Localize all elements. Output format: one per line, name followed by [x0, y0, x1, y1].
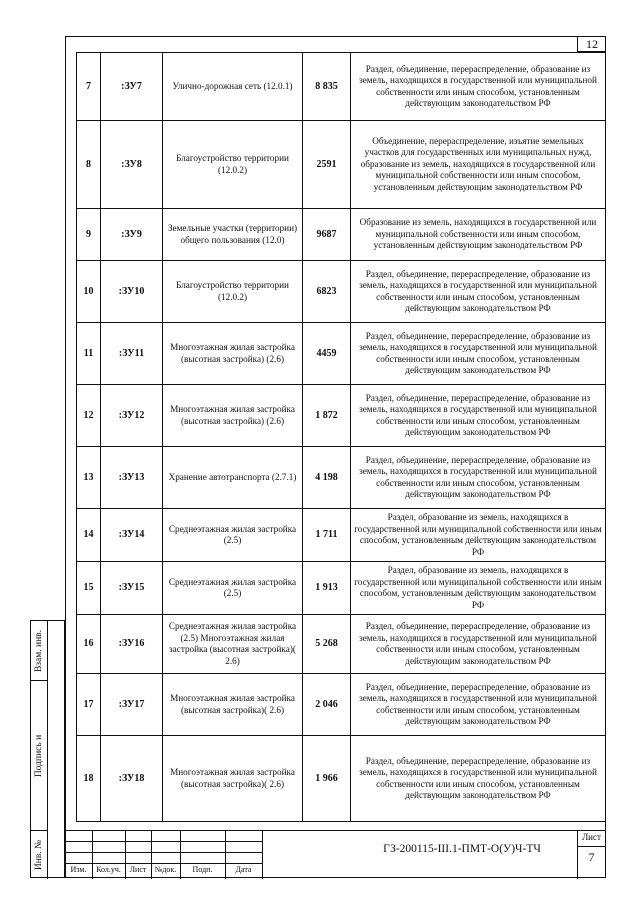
plot-code: :ЗУ7: [101, 53, 163, 121]
plot-area: 8 835: [303, 53, 351, 121]
table-row: [77, 323, 606, 385]
formation-method: Раздел, объединение, перераспределение, образование из земель, находящихся в государственной или муниципальной собственности или иным способом, установленным действующим законодательством РФ: [351, 447, 606, 509]
inventory-number-label: Инв. №: [34, 839, 45, 871]
table-row: [77, 736, 606, 822]
plot-code: :ЗУ12: [101, 385, 163, 447]
plot-code: :ЗУ13: [101, 447, 163, 509]
row-number: 10: [77, 261, 101, 323]
plot-code: :ЗУ10: [101, 261, 163, 323]
plot-area: 5 268: [303, 615, 351, 674]
replace-inv-label: Взам. инв.: [34, 629, 45, 673]
table-row: [77, 615, 606, 674]
col-ndok: №док.: [154, 865, 177, 874]
plot-code: :ЗУ17: [101, 674, 163, 736]
col-list: Лист: [129, 865, 147, 874]
plot-area: 1 966: [303, 736, 351, 822]
permitted-use: Многоэтажная жилая застройка (высотная застройка)( 2.6): [163, 674, 303, 736]
table-row: [77, 447, 606, 509]
row-number: 12: [77, 385, 101, 447]
sheet-number: 7: [588, 850, 595, 864]
permitted-use: Многоэтажная жилая застройка (высотная застройка)( 2.6): [163, 736, 303, 822]
table-row: [77, 53, 606, 121]
plot-area: 1 711: [303, 509, 351, 562]
plot-code: :ЗУ16: [101, 615, 163, 674]
formation-method: Объединение, перераспределение, изъятие земельных участков для государственных или муниципальных нужд, образование из земель, находящихся в государственной или муниципальной собственности или иным способом, установленным действующим законодательством РФ: [351, 121, 606, 209]
plot-area: 6823: [303, 261, 351, 323]
row-number: 11: [77, 323, 101, 385]
row-number: 14: [77, 509, 101, 562]
table-row: [77, 674, 606, 736]
table-row: [77, 509, 606, 562]
binding-strip: [30, 620, 65, 878]
plot-code: :ЗУ15: [101, 562, 163, 615]
document-code: ГЗ-200115-III.1-ПМТ-О(У)Ч-ТЧ: [383, 843, 541, 855]
col-izm: Изм.: [70, 865, 87, 874]
formation-method: Раздел, образование из земель, находящихся в государственной или муниципальной собственности или иным способом, установленным действующим законодательством РФ: [351, 562, 606, 615]
formation-method: Раздел, образование из земель, находящихся в государственной или муниципальной собственности или иным способом, установленным действующим законодательством РФ: [351, 509, 606, 562]
table-row: [77, 385, 606, 447]
row-number: 13: [77, 447, 101, 509]
formation-method: Раздел, объединение, перераспределение, образование из земель, находящихся в государственной или муниципальной собственности или иным способом, установленным действующим законодательством РФ: [351, 615, 606, 674]
formation-method: Раздел, объединение, перераспределение, образование из земель, находящихся в государственной или муниципальной собственности или иным способом, установленным действующим законодательством РФ: [351, 385, 606, 447]
formation-method: Раздел, объединение, перераспределение, образование из земель, находящихся в государственной или муниципальной собственности или иным способом, установленным действующим законодательством РФ: [351, 53, 606, 121]
plot-area: 9687: [303, 209, 351, 261]
plot-code: :ЗУ14: [101, 509, 163, 562]
permitted-use: Многоэтажная жилая застройка (высотная застройка) (2.6): [163, 385, 303, 447]
col-kol-uch: Кол.уч.: [96, 865, 121, 874]
signature-date-label: Подпись и: [34, 734, 45, 778]
plot-area: 2591: [303, 121, 351, 209]
plot-area: 2 046: [303, 674, 351, 736]
plot-area: 1 872: [303, 385, 351, 447]
permitted-use: Земельные участки (территории) общего пользования (12.0): [163, 209, 303, 261]
title-block: [65, 830, 606, 878]
permitted-use: Среднеэтажная жилая застройка (2.5) Многоэтажная жилая застройка (высотная застройка)( 2.6): [163, 615, 303, 674]
plot-code: :ЗУ8: [101, 121, 163, 209]
row-number: 16: [77, 615, 101, 674]
permitted-use: Благоустройство территории (12.0.2): [163, 121, 303, 209]
plot-code: :ЗУ18: [101, 736, 163, 822]
row-number: 17: [77, 674, 101, 736]
formation-method: Раздел, объединение, перераспределение, образование из земель, находящихся в государственной или муниципальной собственности или иным способом, установленным действующим законодательством РФ: [351, 674, 606, 736]
formation-method: Образование из земель, находящихся в государственной или муниципальной собственности или иным способом, установленным действующим законодательством РФ: [351, 209, 606, 261]
col-data: Дата: [235, 865, 252, 874]
permitted-use: Благоустройство территории (12.0.2): [163, 261, 303, 323]
row-number: 7: [77, 53, 101, 121]
land-plots-table: [76, 52, 606, 822]
page-number: 12: [577, 36, 606, 52]
permitted-use: Улично-дорожная сеть (12.0.1): [163, 53, 303, 121]
permitted-use: Хранение автотранспорта (2.7.1): [163, 447, 303, 509]
row-number: 15: [77, 562, 101, 615]
plot-area: 4459: [303, 323, 351, 385]
table-row: [77, 261, 606, 323]
table-row: [77, 121, 606, 209]
formation-method: Раздел, объединение, перераспределение, образование из земель, находящихся в государственной или муниципальной собственности или иным способом, установленным действующим законодательством РФ: [351, 736, 606, 822]
formation-method: Раздел, объединение, перераспределение, образование из земель, находящихся в государственной или муниципальной собственности или иным способом, установленным действующим законодательством РФ: [351, 261, 606, 323]
plot-area: 4 198: [303, 447, 351, 509]
row-number: 8: [77, 121, 101, 209]
col-podp: Подп.: [192, 865, 213, 874]
table-row: [77, 209, 606, 261]
table-row: [77, 562, 606, 615]
sheet-label: Лист: [582, 832, 601, 842]
row-number: 18: [77, 736, 101, 822]
plot-code: :ЗУ11: [101, 323, 163, 385]
formation-method: Раздел, объединение, перераспределение, образование из земель, находящихся в государственной или муниципальной собственности или иным способом, установленным действующим законодательством РФ: [351, 323, 606, 385]
permitted-use: Среднеэтажная жилая застройка (2.5): [163, 562, 303, 615]
permitted-use: Многоэтажная жилая застройка (высотная застройка) (2.6): [163, 323, 303, 385]
row-number: 9: [77, 209, 101, 261]
plot-code: :ЗУ9: [101, 209, 163, 261]
permitted-use: Среднеэтажная жилая застройка (2.5): [163, 509, 303, 562]
plot-area: 1 913: [303, 562, 351, 615]
